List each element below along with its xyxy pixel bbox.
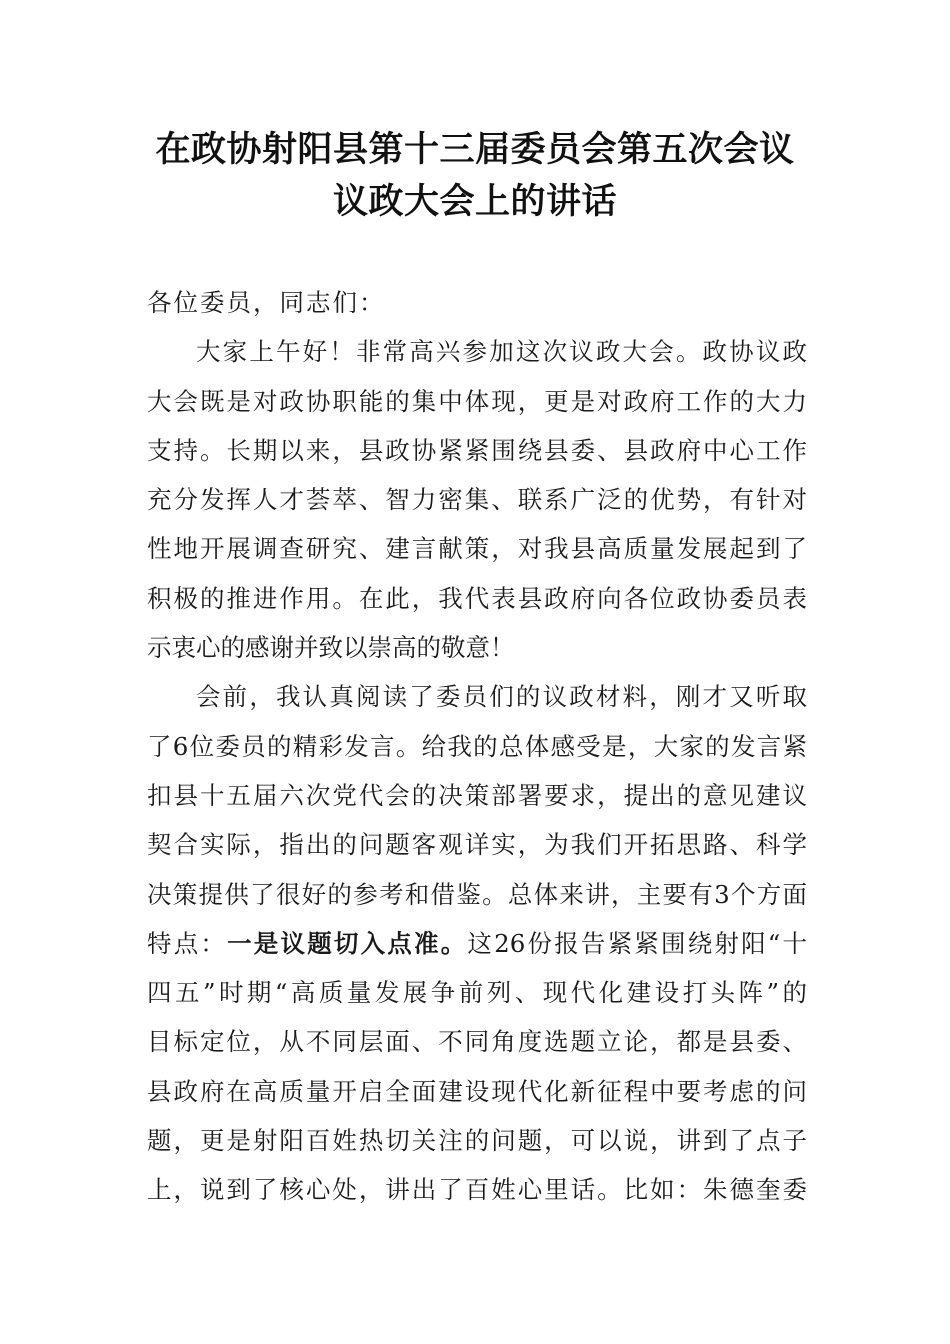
document-body	[147, 278, 807, 1215]
paragraph-line-mixed	[147, 919, 807, 968]
paragraph-line: 了6位委员的精彩发言。给我的总体感受是，大家的发言紧	[147, 731, 807, 761]
paragraph-line: 扣县十五届六次党代会的决策部署要求，提出的意见建议	[147, 780, 807, 810]
line-prefix: 特点：	[147, 928, 228, 958]
paragraph-line: 会前，我认真阅读了委员们的议政材料，刚才又听取	[196, 682, 807, 712]
paragraph-line: 上，说到了核心处，讲出了百姓心里话。比如：朱德奎委	[147, 1175, 807, 1205]
document-title-line-1: 在政协射阳县第十三届委员会第五次会议	[155, 129, 795, 170]
paragraph-line: 性地开展调查研究、建言献策，对我县高质量发展起到了	[147, 534, 807, 564]
paragraph-line: 大家上午好！非常高兴参加这次议政大会。政协议政	[196, 337, 807, 367]
line-suffix: 这26份报告紧紧围绕射阳“十	[467, 928, 808, 958]
paragraph-line: 积极的推进作用。在此，我代表县政府向各位政协委员表	[147, 583, 807, 613]
paragraph-line: 目标定位，从不同层面、不同角度选题立论，都是县委、	[147, 1027, 807, 1057]
emphasis-point-one: 一是议题切入点准。	[227, 928, 468, 958]
paragraph-line: 大会既是对政协职能的集中体现，更是对政府工作的大力	[147, 386, 807, 416]
paragraph-line: 充分发挥人才荟萃、智力密集、联系广泛的优势，有针对	[147, 485, 807, 515]
paragraph-line: 题，更是射阳百姓热切关注的问题，可以说，讲到了点子	[147, 1126, 807, 1156]
document-title-line-2: 议政大会上的讲话	[332, 181, 617, 222]
salutation: 各位委员，同志们：	[147, 288, 386, 317]
paragraph-line: 四五”时期“高质量发展争前列、现代化建设打头阵”的	[147, 978, 807, 1008]
paragraph-line: 决策提供了很好的参考和借鉴。总体来讲，主要有3个方面	[147, 879, 807, 909]
paragraph-line: 契合实际，指出的问题客观详实，为我们开拓思路、科学	[147, 830, 807, 860]
paragraph-line: 示衷心的感谢并致以崇高的敬意！	[147, 633, 515, 663]
paragraph-line: 支持。长期以来，县政协紧紧围绕县委、县政府中心工作	[147, 435, 807, 465]
paragraph-line: 县政府在高质量开启全面建设现代化新征程中要考虑的问	[147, 1076, 807, 1106]
